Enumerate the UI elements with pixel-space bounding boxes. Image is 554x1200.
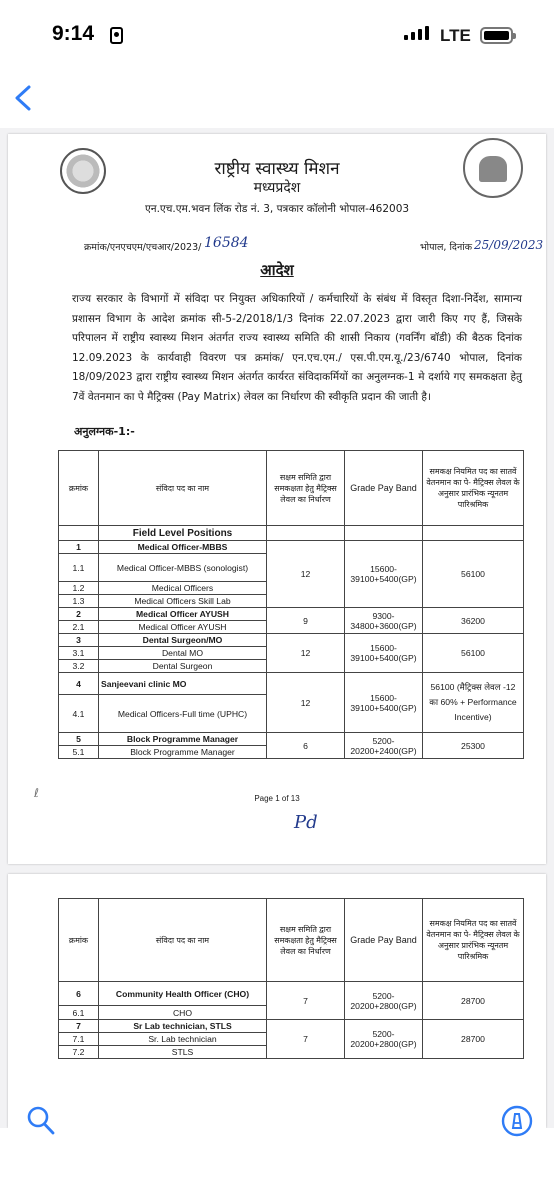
handwritten-date: 25/09/2023 xyxy=(474,238,544,252)
table-row: 2 Medical Officer AYUSH 9 9300-34800+3600(GP) 36200 xyxy=(59,608,524,621)
network-label: LTE xyxy=(440,26,471,45)
section-title: Field Level Positions xyxy=(99,526,267,541)
signature: Pd xyxy=(294,812,318,833)
table-row: 1.3 Medical Officers Skill Lab xyxy=(59,595,524,608)
table-row: 7.1 Sr. Lab technician xyxy=(59,1033,524,1046)
order-title: आदेश xyxy=(260,261,294,279)
header-level: सक्षम समिति द्वारा समकक्षता हेतु मैट्रिक्स लेवल का निर्धारण xyxy=(267,451,345,526)
reference-number: 16584 xyxy=(204,235,249,251)
table-row: 7 Sr Lab technician, STLS 7 5200-20200+2800(GP) 28700 xyxy=(59,1020,524,1033)
table-row: 6 Community Health Officer (CHO) 7 5200-20200+2800(GP) 28700 xyxy=(59,982,524,1006)
table-row: 7.2 STLS xyxy=(59,1046,524,1059)
table-row: 2.1 Medical Officer AYUSH xyxy=(59,621,524,634)
margin-mark: ℓ xyxy=(34,786,39,800)
table-row: 3 Dental Surgeon/MO 12 15600-39100+5400(GP) 56100 xyxy=(59,634,524,647)
table-row: 6.1 CHO xyxy=(59,1006,524,1020)
bottom-toolbar xyxy=(0,1128,554,1200)
status-bar xyxy=(0,0,554,76)
header-post: संविदा पद का नाम xyxy=(99,451,267,526)
header-serial: क्रमांक xyxy=(59,451,99,526)
header-grade-pay: Grade Pay Band xyxy=(345,451,423,526)
annexure-label: अनुलग्नक-1:- xyxy=(74,425,135,438)
reference-prefix: क्रमांक/एनएचएम/एचआर/2023/ xyxy=(84,242,202,253)
table-row: 4 Sanjeevani clinic MO 12 15600-39100+5400(GP) 56100 (मैट्रिक्स लेवल -12 का 60% + Performance Incentive) xyxy=(59,673,524,695)
place-date-label: भोपाल, दिनांक xyxy=(420,242,473,253)
chevron-left-icon[interactable] xyxy=(12,84,36,112)
table-row: 1 Medical Officer-MBBS 12 15600-39100+5400(GP) 56100 xyxy=(59,541,524,554)
table-row: 3.1 Dental MO xyxy=(59,647,524,660)
page-footer: Page 1 of 13 xyxy=(254,794,300,803)
document-page-1 xyxy=(8,134,546,864)
org-name: राष्ट्रीय स्वास्थ्य मिशन xyxy=(214,159,340,179)
pay-matrix-table-continued xyxy=(58,898,524,1059)
battery-icon xyxy=(480,27,513,44)
order-body: राज्य सरकार के विभागों में संविदा पर नियुक्त अधिकारियों / कर्मचारियों के संबंध में विस्तृत दिशा-निर्देश, सामान्य प्रशासन विभाग के आदेश क्रमांक सी-5-2/2018/1/3 दिनांक 22.07.2023 द्वारा जारी किए गए हैं, जिसके परिपालन में राष्ट्रीय स्वास्थ्य मिशन अंतर्गत राज्य स्वास्थ्य समिति की शासी निकाय (गवर्निंग बॉडी) की बैठक दिनांक 12.09.2023 के कार्यवाही विवरण पत्र क्रमांक/ एन.एच.एम./ एस.पी.एम.यू./23/6740 भोपाल, दिनांक 18/09/2023 द्वारा राष्ट्रीय स्वास्थ्य मिशन अंतर्गत कार्यरत संविदाकर्मियों का अनुलग्नक-1 मे दर्शाये गए समकक्षता हेतु 7वें वेतनमान का पे मैट्रिक्स (Pay Matrix) लेवल का निर्धारण की स्वीकृति प्रदान की जाती है। xyxy=(72,293,522,403)
org-state: मध्यप्रदेश xyxy=(253,180,301,196)
header-min-pay: समकक्ष नियमित पद का सातवें वेतनमान का पे- मैट्रिक्स लेवल के अनुसार प्रारंभिक न्यूनतम पारिश्रमिक xyxy=(423,451,524,526)
signal-icon xyxy=(404,26,429,40)
pay-matrix-table xyxy=(58,450,524,759)
table-header-row: क्रमांक संविदा पद का नाम सक्षम समिति द्वारा समकक्षता हेतु मैट्रिक्स लेवल का निर्धारण Grade Pay Band समकक्ष नियमित पद का सातवें वेतनमान का पे- मैट्रिक्स लेवल के अनुसार प्रारंभिक न्यूनतम पारिश्रमिक xyxy=(59,899,524,982)
id-badge-icon xyxy=(110,27,123,44)
markup-pen-icon[interactable] xyxy=(500,1104,534,1138)
org-address: एन.एच.एम.भवन लिंक रोड नं. 3, पत्रकार कॉलोनी भोपाल-462003 xyxy=(144,203,410,215)
table-row: 1.2 Medical Officers xyxy=(59,582,524,595)
table-row: 5 Block Programme Manager 6 5200-20200+2400(GP) 25300 xyxy=(59,733,524,746)
document-page-2 xyxy=(8,874,546,1128)
table-row: 5.1 Block Programme Manager xyxy=(59,746,524,759)
status-time: 9:14 xyxy=(52,22,95,45)
table-row: 3.2 Dental Surgeon xyxy=(59,660,524,673)
section-row xyxy=(59,526,524,541)
table-row: 4.1 Medical Officers-Full time (UPHC) xyxy=(59,695,524,733)
table-header-row xyxy=(59,451,524,526)
search-icon[interactable] xyxy=(26,1104,56,1138)
nav-bar xyxy=(0,76,554,128)
table-row: 1.1 Medical Officer-MBBS (sonologist) xyxy=(59,554,524,582)
